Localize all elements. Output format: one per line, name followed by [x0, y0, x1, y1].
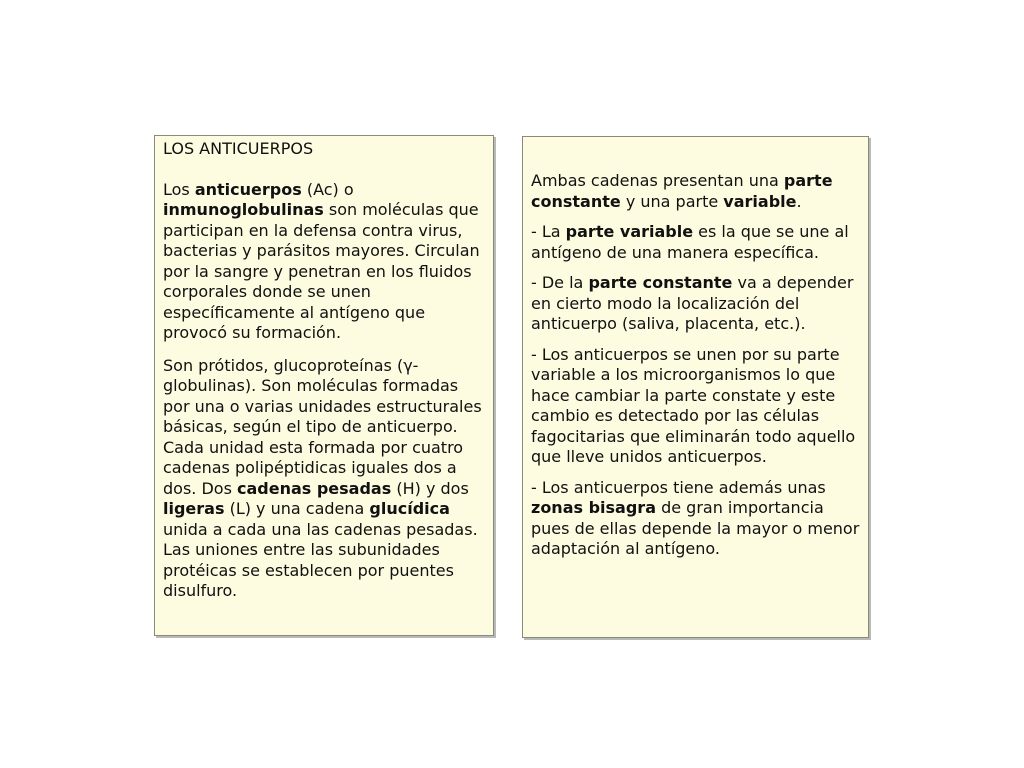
text-run: - La: [531, 222, 566, 241]
bold-term: inmunoglobulinas: [163, 200, 324, 219]
paragraph: [531, 345, 860, 468]
right-text-box: [522, 136, 869, 638]
text-run: es la que se une al antígeno de una manera específica.: [531, 222, 849, 262]
text-run: (Ac) o: [301, 179, 354, 199]
text-run: va a depender en cierto modo la localización del anticuerpo (saliva, placenta, etc.).: [531, 273, 854, 333]
bold-term: parte variable: [565, 222, 694, 241]
bold-term: glucídica: [369, 499, 450, 518]
box-title: LOS ANTICUERPOS: [163, 139, 314, 158]
text-run: - Los anticuerpos se unen por su parte variable a los microorganismos lo que hace cambiar la parte constate y este cambio es detectado por las células fagocitarias que eliminarán todo aquello que lleve unidos anticuerpos.: [531, 344, 856, 466]
text-run: de gran importancia pues de ellas depende la mayor o menor adaptación al antígeno.: [531, 498, 860, 558]
text-run: (L) y una cadena: [224, 499, 370, 518]
paragraph: [163, 356, 485, 602]
bold-term: zonas bisagra: [531, 498, 656, 517]
bold-term: parte constante: [588, 273, 733, 292]
paragraph: [531, 171, 860, 212]
text-run: - Los anticuerpos tiene además unas: [531, 477, 826, 497]
text-run: .: [796, 191, 802, 211]
paragraph: [531, 273, 860, 335]
bold-term: ligeras: [163, 499, 225, 518]
bold-term: variable: [723, 191, 797, 211]
text-run: Ambas cadenas presentan una: [531, 171, 784, 190]
text-run: y una parte: [620, 191, 724, 211]
paragraph: [163, 180, 485, 344]
bold-term: cadenas pesadas: [236, 478, 392, 498]
text-run: Son prótidos, glucoproteínas (γ-globulinas). Son moléculas formadas por una o varias unidades estructurales básicas, según el tipo de anticuerpo. Cada unidad esta formada por cuatro cadenas polipéptidicas iguales dos a dos. Dos: [163, 355, 482, 498]
paragraph: [531, 222, 860, 263]
left-text-box: [154, 135, 494, 636]
text-run: (H) y dos: [391, 478, 469, 498]
text-run: - De la: [531, 273, 589, 292]
text-run: Los: [163, 179, 195, 199]
bold-term: parte constante: [531, 171, 833, 211]
paragraph: [531, 478, 860, 560]
text-run: unida a cada una las cadenas pesadas. Las uniones entre las subunidades protéicas se establecen por puentes disulfuro.: [163, 519, 478, 600]
text-run: son moléculas que participan en la defensa contra virus, bacterias y parásitos mayores. Circulan por la sangre y penetran en los fluidos corporales donde se unen específicamente al antígeno que provocó su formación.: [163, 200, 480, 342]
bold-term: anticuerpos: [194, 179, 302, 199]
